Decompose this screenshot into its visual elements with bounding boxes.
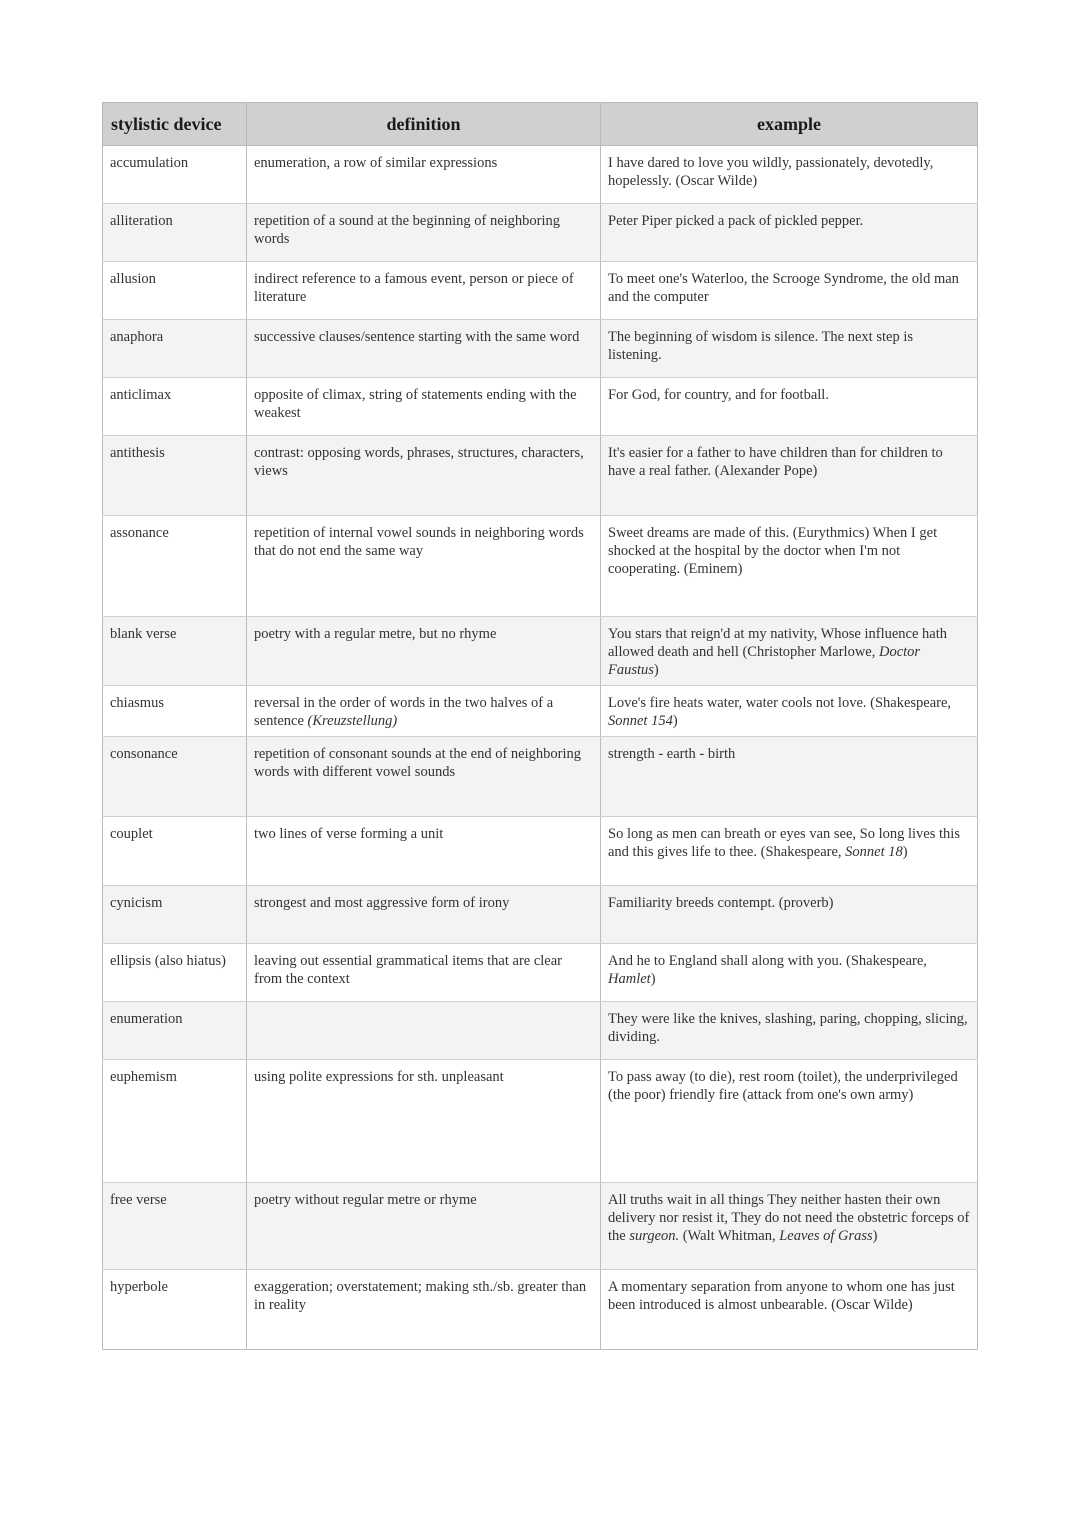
- example-title-italic: Doctor Faustus: [608, 644, 921, 678]
- example-title-italic: Leaves of Grass: [779, 1228, 873, 1244]
- table-row: [103, 320, 978, 378]
- example-text: ): [902, 844, 908, 860]
- example-text: ): [653, 662, 659, 678]
- table-row: [103, 1183, 978, 1270]
- example-text: It's easier for a father to have children than for children to have a real father. (Alexander Pope): [608, 445, 943, 479]
- device-name-cell: anaphora: [103, 320, 247, 378]
- device-name-cell: consonance: [103, 737, 247, 817]
- definition-cell: exaggeration; overstatement; making sth./sb. greater than in reality: [247, 1270, 601, 1350]
- example-text: All truths wait in all things They neither hasten their own delivery nor resist it, They do not need the obstetric forceps of the: [608, 1192, 970, 1244]
- table-row: [103, 146, 978, 204]
- device-name-cell: alliteration: [103, 204, 247, 262]
- table-header: [103, 103, 978, 146]
- device-name-cell: free verse: [103, 1183, 247, 1270]
- definition-cell: repetition of consonant sounds at the end of neighboring words with different vowel sounds: [247, 737, 601, 817]
- device-name-cell: hyperbole: [103, 1270, 247, 1350]
- example-title-italic: Sonnet 18: [845, 844, 903, 860]
- table-row: [103, 204, 978, 262]
- example-cell: [601, 686, 978, 737]
- definition-cell: using polite expressions for sth. unpleasant: [247, 1060, 601, 1183]
- device-name-cell: assonance: [103, 516, 247, 617]
- definition-cell: successive clauses/sentence starting with the same word: [247, 320, 601, 378]
- example-cell: [601, 886, 978, 944]
- example-cell: [601, 944, 978, 1002]
- definition-term-italic: (Kreuzstellung): [307, 713, 398, 729]
- example-text: Peter Piper picked a pack of pickled pepper.: [608, 213, 864, 229]
- device-name-cell: allusion: [103, 262, 247, 320]
- device-name-cell: euphemism: [103, 1060, 247, 1183]
- header-row: [103, 103, 978, 146]
- example-cell: [601, 378, 978, 436]
- table-row: [103, 1270, 978, 1350]
- device-name-cell: cynicism: [103, 886, 247, 944]
- example-cell: [601, 146, 978, 204]
- device-name-cell: accumulation: [103, 146, 247, 204]
- example-cell: [601, 1060, 978, 1183]
- example-cell: [601, 737, 978, 817]
- device-name-cell: anticlimax: [103, 378, 247, 436]
- table-row: [103, 886, 978, 944]
- definition-cell: repetition of internal vowel sounds in neighboring words that do not end the same way: [247, 516, 601, 617]
- example-text: ): [872, 1228, 878, 1244]
- example-cell: [601, 204, 978, 262]
- example-cell: [601, 1270, 978, 1350]
- example-cell: [601, 262, 978, 320]
- definition-cell: contrast: opposing words, phrases, structures, characters, views: [247, 436, 601, 516]
- example-text: I have dared to love you wildly, passionately, devotedly, hopelessly. (Oscar Wilde): [608, 155, 934, 189]
- example-cell: [601, 617, 978, 686]
- table-body: [103, 146, 978, 1350]
- definition-cell: reversal in the order of words in the two halves of a sentence (Kreuzstellung): [247, 686, 601, 737]
- example-title-italic: Sonnet 154: [608, 713, 673, 729]
- device-name-cell: blank verse: [103, 617, 247, 686]
- table-row: [103, 378, 978, 436]
- table-row: [103, 516, 978, 617]
- example-text: Sweet dreams are made of this. (Eurythmics) When I get shocked at the hospital by the doctor when I'm not cooperating. (Eminem): [608, 525, 938, 577]
- example-text: ): [650, 971, 656, 987]
- definition-cell: indirect reference to a famous event, person or piece of literature: [247, 262, 601, 320]
- table-row: [103, 262, 978, 320]
- device-name-cell: chiasmus: [103, 686, 247, 737]
- stylistic-devices-table: [102, 102, 978, 1350]
- definition-cell: repetition of a sound at the beginning of neighboring words: [247, 204, 601, 262]
- definition-cell: poetry with a regular metre, but no rhyme: [247, 617, 601, 686]
- example-text: To meet one's Waterloo, the Scrooge Syndrome, the old man and the computer: [608, 271, 959, 305]
- device-name-cell: ellipsis (also hiatus): [103, 944, 247, 1002]
- device-name-cell: antithesis: [103, 436, 247, 516]
- table-row: [103, 817, 978, 886]
- example-cell: [601, 320, 978, 378]
- example-title-italic: surgeon.: [629, 1228, 680, 1244]
- example-text: They were like the knives, slashing, paring, chopping, slicing, dividing.: [608, 1011, 968, 1045]
- example-cell: [601, 1002, 978, 1060]
- table-row: [103, 1060, 978, 1183]
- table-row: [103, 737, 978, 817]
- header-definition: definition: [247, 103, 601, 146]
- example-text: The beginning of wisdom is silence. The next step is listening.: [608, 329, 913, 363]
- definition-cell: poetry without regular metre or rhyme: [247, 1183, 601, 1270]
- definition-cell: opposite of climax, string of statements ending with the weakest: [247, 378, 601, 436]
- example-text: To pass away (to die), rest room (toilet), the underprivileged (the poor) friendly fire (attack from one's own army): [608, 1069, 958, 1103]
- table-row: [103, 617, 978, 686]
- device-name-cell: enumeration: [103, 1002, 247, 1060]
- example-text: (Walt Whitman,: [679, 1228, 780, 1244]
- example-text: A momentary separation from anyone to whom one has just been introduced is almost unbearable. (Oscar Wilde): [608, 1279, 955, 1313]
- example-title-italic: Hamlet: [608, 971, 651, 987]
- example-text: And he to England shall along with you. (Shakespeare,: [608, 953, 927, 969]
- definition-cell: [247, 1002, 601, 1060]
- example-text: ): [672, 713, 678, 729]
- table-row: [103, 944, 978, 1002]
- example-text: So long as men can breath or eyes van see, So long lives this and this gives life to thee. (Shakespeare,: [608, 826, 960, 860]
- table-row: [103, 436, 978, 516]
- header-example: example: [601, 103, 978, 146]
- definition-cell: enumeration, a row of similar expressions: [247, 146, 601, 204]
- example-cell: [601, 516, 978, 617]
- example-text: For God, for country, and for football.: [608, 387, 829, 403]
- definition-cell: strongest and most aggressive form of irony: [247, 886, 601, 944]
- example-text: Familiarity breeds contempt. (proverb): [608, 895, 834, 911]
- example-cell: [601, 817, 978, 886]
- definition-cell: leaving out essential grammatical items that are clear from the context: [247, 944, 601, 1002]
- example-cell: [601, 436, 978, 516]
- definition-cell: two lines of verse forming a unit: [247, 817, 601, 886]
- device-name-cell: couplet: [103, 817, 247, 886]
- example-text: You stars that reign'd at my nativity, Whose influence hath allowed death and hell (Christopher Marlowe,: [608, 626, 948, 660]
- table-row: [103, 686, 978, 737]
- header-stylistic-device: stylistic device: [103, 103, 247, 146]
- example-text: Love's fire heats water, water cools not love. (Shakespeare,: [608, 695, 952, 711]
- example-text: strength - earth - birth: [608, 746, 736, 762]
- table-row: [103, 1002, 978, 1060]
- example-cell: [601, 1183, 978, 1270]
